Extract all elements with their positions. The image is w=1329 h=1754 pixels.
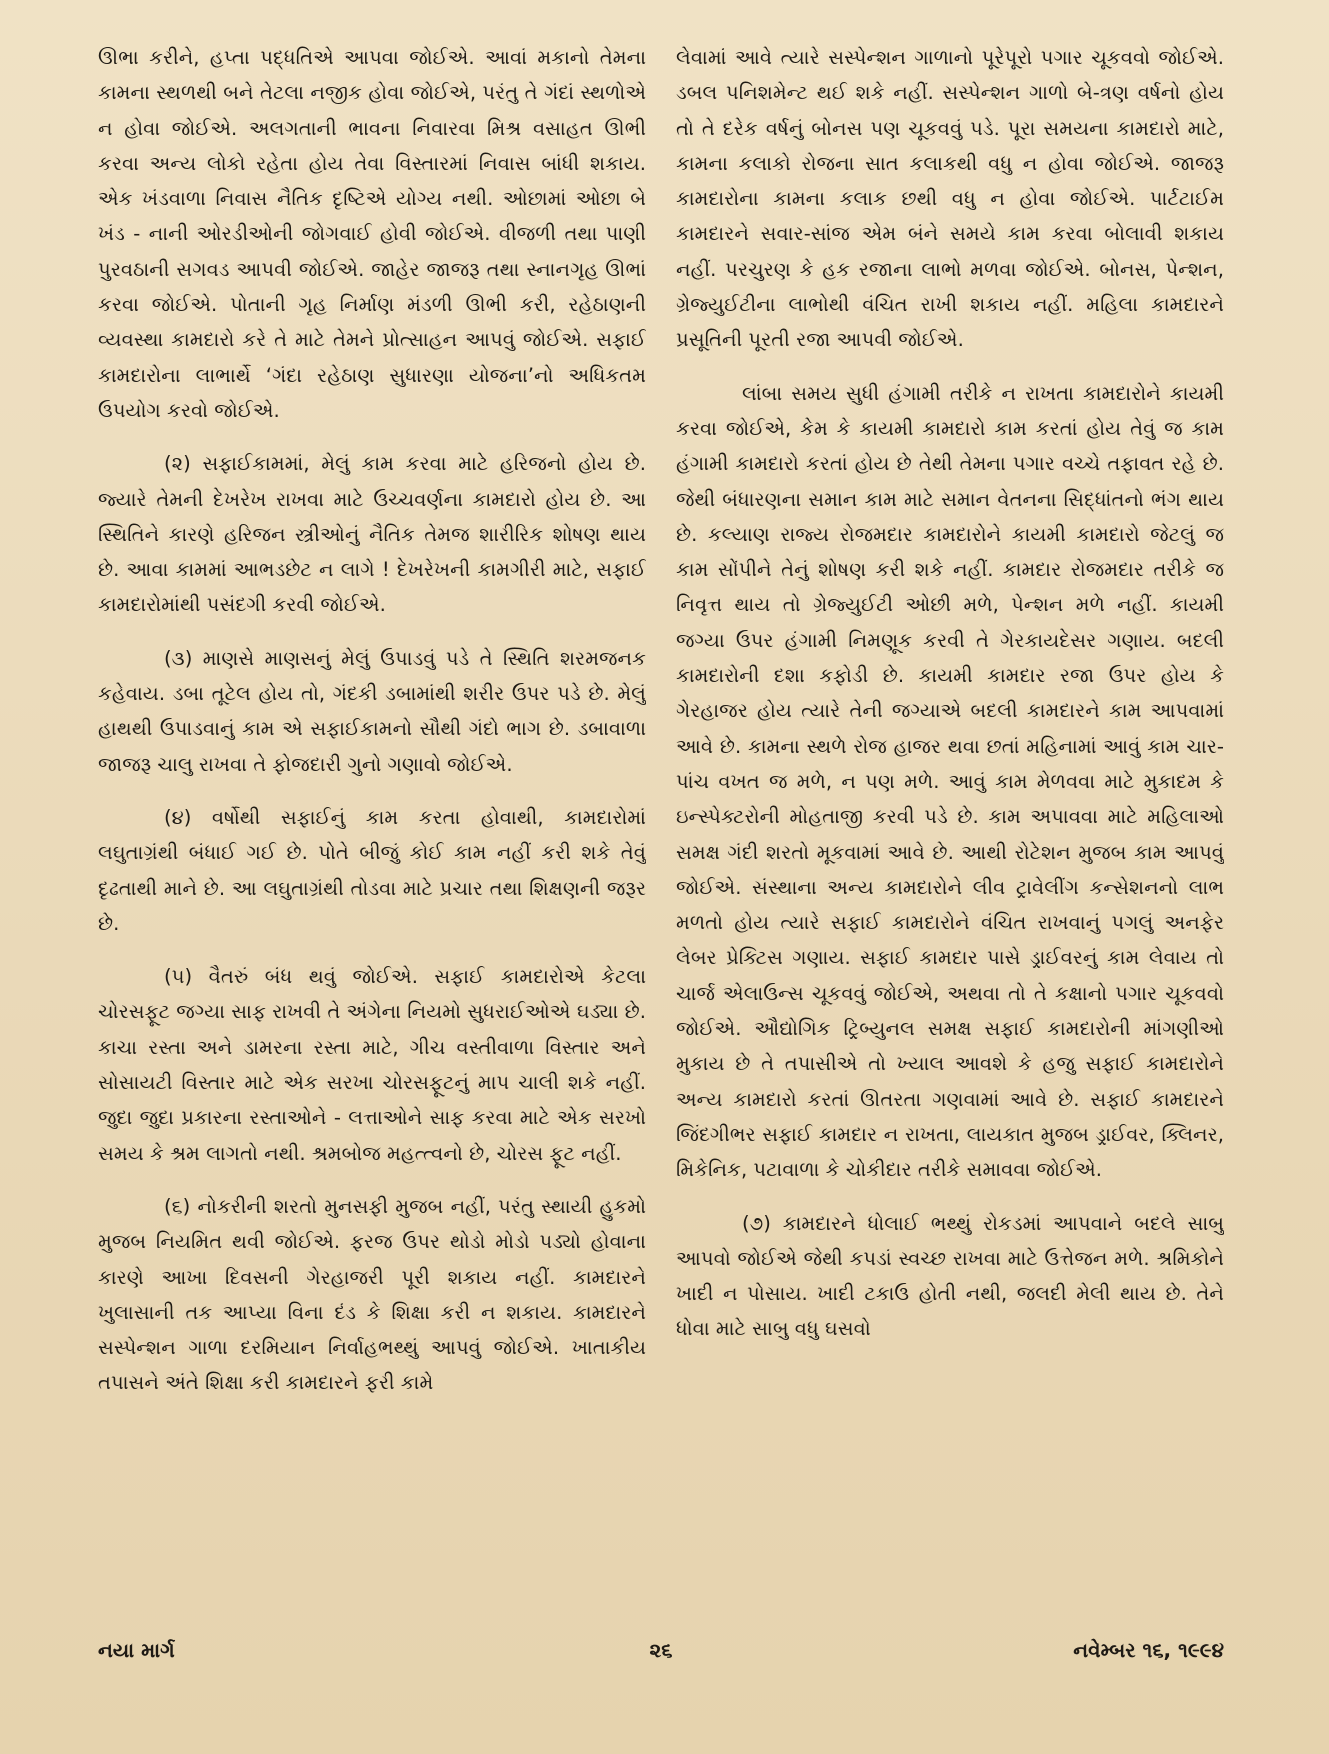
page-number: ૨૬: [649, 1638, 673, 1662]
left-column: [98, 40, 646, 1610]
issue-date: નવેમ્બર ૧૬, ૧૯૯૪: [1073, 1638, 1224, 1662]
paragraph-point-4: (૪) વર્ષોથી સફાઈનું કામ કરતા હોવાથી, કામદારોમાં લઘુતાગ્રંથી બંધાઈ ગઈ છે. પોતે બીજું કોઈ કામ નહીં કરી શકે તેવું દૃઢતાથી માને છે. આ લઘુતાગ્રંથી તોડવા માટે પ્રચાર તથા શિક્ષણની જરૂર છે.: [98, 805, 646, 935]
paragraph-point-7: (૭) કામદારને ધોલાઈ ભથ્થું રોકડમાં આપવાને બદલે સાબુ આપવો જોઈએ જેથી કપડાં સ્વચ્છ રાખવા માટે ઉત્તેજન મળે. શ્રમિકોને ખાદી ન પોસાય. ખાદી ટકાઉ હોતી નથી, જલદી મેલી થાય છે. તેને ધોવા માટે સાબુ વધુ ઘસવો: [676, 1211, 1224, 1341]
paragraph-point-2: (૨) સફાઈકામમાં, મેલું કામ કરવા માટે હરિજનો હોય છે. જ્યારે તેમની દેખરેખ રાખવા માટે ઉચ્ચવર્ણના કામદારો હોય છે. આ સ્થિતિને કારણે હરિજન સ્ત્રીઓનું નૈતિક તેમજ શારીરિક શોષણ થાય છે. આવા કામમાં આભડછેટ ન લાગે ! દેખરેખની કામગીરી માટે, સફાઈ કામદારોમાંથી પસંદગી કરવી જોઈએ.: [98, 452, 646, 617]
paragraph-temporary-workers: લાંબા સમય સુધી હંગામી તરીકે ન રાખતા કામદારોને કાયમી કરવા જોઈએ, કેમ કે કાયમી કામદારો કામ કરતાં હોય તેવું જ કામ હંગામી કામદારો કરતાં હોય છે તેથી તેમના પગાર વચ્ચે તફાવત રહે છે. જેથી બંધારણના સમાન કામ માટે સમાન વેતનના સિદ્ધાંતનો ભંગ થાય છે. કલ્યાણ રાજ્ય રોજમદાર કામદારોને કાયમી કામદારો જેટલું જ કામ સોંપીને તેનું શોષણ કરી શકે નહીં. કામદાર રોજમદાર તરીકે જ નિવૃત્ત થાય તો ગ્રેજ્યુઈટી ઓછી મળે, પેન્શન મળે નહીં. કાયમી જગ્યા ઉપર હંગામી નિમણૂક કરવી તે ગેરકાયદેસર ગણાય. બદલી કામદારોની દશા કફોડી છે. કાયમી કામદાર રજા ઉપર હોય કે ગેરહાજર હોય ત્યારે તેની જગ્યાએ બદલી કામદારને કામ આપવામાં આવે છે. કામના સ્થળે રોજ હાજર થવા છતાં મહિનામાં આવું કામ ચાર-પાંચ વખત જ મળે, ન પણ મળે. આવું કામ મેળવવા માટે મુકાદમ કે ઇન્સ્પેક્ટરોની મોહતાજી કરવી પડે છે. કામ અપાવવા માટે મહિલાઓ સમક્ષ ગંદી શરતો મૂકવામાં આવે છે. આથી રોટેશન મુજબ કામ આપવું જોઈએ. સંસ્થાના અન્ય કામદારોને લીવ ટ્રાવેલીંગ કન્સેશનનો લાભ મળતો હોય ત્યારે સફાઈ કામદારોને વંચિત રાખવાનું પગલું અનફેર લેબર પ્રેક્ટિસ ગણાય. સફાઈ કામદાર પાસે ડ્રાઈવરનું કામ લેવાય તો ચાર્જ એલાઉન્સ ચૂકવવું જોઈએ, અથવા તો તે કક્ષાનો પગાર ચૂકવવો જોઈએ. ઔદ્યોગિક ટ્રિબ્યુનલ સમક્ષ સફાઈ કામદારોની માંગણીઓ મુકાય છે તે તપાસીએ તો ખ્યાલ આવશે કે હજુ સફાઈ કામદારોને અન્ય કામદારો કરતાં ઊતરતા ગણવામાં આવે છે. સફાઈ કામદારને જિંદગીભર સફાઈ કામદાર ન રાખતા, લાયકાત મુજબ ડ્રાઈવર, ક્લિનર, મિકેનિક, પટાવાળા કે ચોકીદાર તરીકે સમાવવા જોઈએ.: [676, 381, 1224, 1182]
right-column: [676, 40, 1224, 1610]
paragraph-point-6: (૬) નોકરીની શરતો મુનસફી મુજબ નહીં, પરંતુ સ્થાયી હુકમો મુજબ નિયમિત થવી જોઈએ. ફરજ ઉપર થોડો મોડો પડ્યો હોવાના કારણે આખા દિવસની ગેરહાજરી પૂરી શકાય નહીં. કામદારને ખુલાસાની તક આપ્યા વિના દંડ કે શિક્ષા કરી ન શકાય. કામદારને સસ્પેન્શન ગાળા દરમિયાન નિર્વાહભથ્થું આપવું જોઈએ. ખાતાકીય તપાસને અંતે શિક્ષા કરી કામદારને ફરી કામે: [98, 1194, 646, 1395]
paragraph-housing-continued: ઊભા કરીને, હપ્તા પદ્ધતિએ આપવા જોઈએ. આવાં મકાનો તેમના કામના સ્થળથી બને તેટલા નજીક હોવા જોઈએ, પરંતુ તે ગંદાં સ્થળોએ ન હોવા જોઈએ. અલગતાની ભાવના નિવારવા મિશ્ર વસાહત ઊભી કરવા અન્ય લોકો રહેતા હોય તેવા વિસ્તારમાં નિવાસ બાંધી શકાય. એક ખંડવાળા નિવાસ નૈતિક દૃષ્ટિએ યોગ્ય નથી. ઓછામાં ઓછા બે ખંડ - નાની ઓરડીઓની જોગવાઈ હોવી જોઈએ. વીજળી તથા પાણી પુરવઠાની સગવડ આપવી જોઈએ. જાહેર જાજરૂ તથા સ્નાનગૃહ ઊભાં કરવા જોઈએ. પોતાની ગૃહ નિર્માણ મંડળી ઊભી કરી, રહેઠાણની વ્યવસ્થા કામદારો કરે તે માટે તેમને પ્રોત્સાહન આપવું જોઈએ. સફાઈ કામદારોના લાભાર્થે ‘ગંદા રહેઠાણ સુધારણા યોજના’નો અધિકતમ ઉપયોગ કરવો જોઈએ.: [98, 46, 646, 422]
paragraph-point-3: (૩) માણસે માણસનું મેલું ઉપાડવું પડે તે સ્થિતિ શરમજનક કહેવાય. ડબા તૂટેલ હોય તો, ગંદકી ડબામાંથી શરીર ઉપર પડે છે. મેલું હાથથી ઉપાડવાનું કામ એ સફાઈકામનો સૌથી ગંદો ભાગ છે. ડબાવાળા જાજરૂ ચાલુ રાખવા તે ફોજદારી ગુનો ગણાવો જોઈએ.: [98, 646, 646, 776]
paragraph-point-5: (૫) વૈતરું બંધ થવું જોઈએ. સફાઈ કામદારોએ કેટલા ચોરસફૂટ જગ્યા સાફ રાખવી તે અંગેના નિયમો સુધરાઈઓએ ઘડ્યા છે. કાચા રસ્તા અને ડામરના રસ્તા માટે, ગીચ વસ્તીવાળા વિસ્તાર અને સોસાયટી વિસ્તાર માટે એક સરખા ચોરસફૂટનું માપ ચાલી શકે નહીં. જુદા જુદા પ્રકારના રસ્તાઓને - લત્તાઓને સાફ કરવા માટે એક સરખો સમય કે શ્રમ લાગતો નથી. શ્રમબોજ મહત્ત્વનો છે, ચોરસ ફૂટ નહીં.: [98, 965, 646, 1165]
paragraph-suspension-continued: લેવામાં આવે ત્યારે સસ્પેન્શન ગાળાનો પૂરેપૂરો પગાર ચૂકવવો જોઈએ. ડબલ પનિશમેન્ટ થઈ શકે નહીં. સસ્પેન્શન ગાળો બે-ત્રણ વર્ષનો હોય તો તે દરેક વર્ષનું બોનસ પણ ચૂકવવું પડે. પૂરા સમયના કામદારો માટે, કામના કલાકો રોજના સાત કલાકથી વધુ ન હોવા જોઈએ. જાજરૂ કામદારોના કામના કલાક છથી વધુ ન હોવા જોઈએ. પાર્ટટાઈમ કામદારને સવાર-સાંજ એમ બંને સમયે કામ કરવા બોલાવી શકાય નહીં. પરચુરણ કે હક રજાના લાભો મળવા જોઈએ. બોનસ, પેન્શન, ગ્રેજ્યુઈટીના લાભોથી વંચિત રાખી શકાય નહીં. મહિલા કામદારને પ્રસૂતિની પૂરતી રજા આપવી જોઈએ.: [676, 46, 1224, 352]
page-footer: [98, 1632, 1224, 1668]
publication-name: નયા માર્ગ: [98, 1638, 175, 1662]
